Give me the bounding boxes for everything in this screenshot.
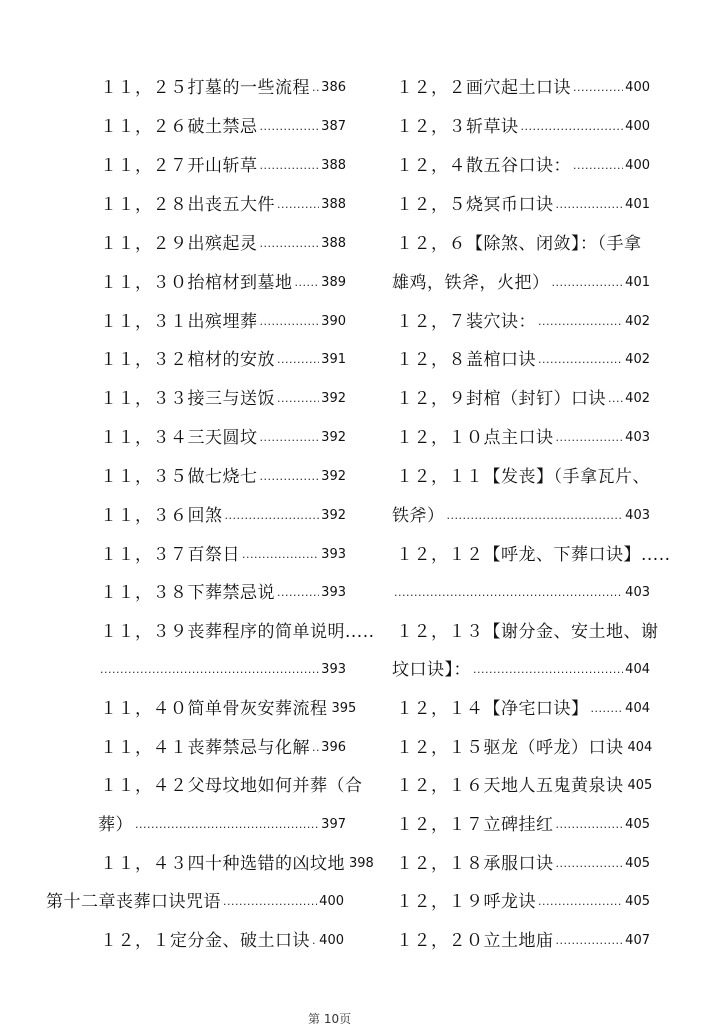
toc-entry-continuation[interactable]: [392, 659, 650, 681]
toc-entry-page: 402: [625, 314, 650, 329]
toc-entry-title: １２，１定分金、破土口诀: [100, 931, 310, 951]
toc-entry[interactable]: [100, 737, 346, 759]
toc-entry-title: １１，２９出殡起灵: [100, 234, 258, 254]
toc-entry[interactable]: [100, 544, 346, 566]
toc-entry-title: １２，２画穴起土口诀: [396, 78, 571, 98]
dot-leader: [447, 505, 624, 527]
dot-leader: [277, 388, 319, 410]
toc-entry-title: １２，２０立土地庙: [396, 931, 554, 951]
dot-leader: [225, 505, 320, 527]
toc-entry-title: １２，５烧冥币口诀: [396, 195, 554, 215]
toc-entry-title: １１，２８出丧五大件: [100, 195, 275, 215]
dot-leader: [538, 349, 623, 371]
toc-entry-title: 铁斧）: [392, 506, 445, 526]
toc-entry-title: 坟口诀】：: [392, 660, 471, 680]
toc-entry-title: 第十二章丧葬口诀咒语: [46, 892, 221, 912]
toc-entry-title: １２，３斩草诀: [396, 117, 519, 137]
dot-leader: [591, 698, 624, 720]
toc-entry-continuation[interactable]: [392, 582, 650, 604]
toc-entry-page: 402: [625, 352, 650, 367]
toc-entry-page: 393: [321, 662, 346, 677]
toc-entry[interactable]: [396, 427, 650, 449]
toc-entry-page: 404: [627, 740, 653, 755]
toc-entry-title: １１，２５打墓的一些流程: [100, 78, 310, 98]
toc-entry-title: １１，３０抬棺材到墓地: [100, 273, 293, 293]
toc-entry-title: １２，１８承服口诀: [396, 854, 554, 874]
toc-entry[interactable]: [100, 466, 346, 488]
toc-entry-page: 397: [321, 817, 346, 832]
toc-entry[interactable]: [100, 116, 346, 138]
dot-leader: [260, 466, 320, 488]
toc-entry-page: 388: [321, 158, 346, 173]
toc-entry-page: 389: [321, 275, 346, 290]
toc-entry[interactable]: [100, 155, 346, 177]
dot-leader: [473, 659, 623, 681]
toc-entry-title: １１，４０简单骨灰安葬流程: [100, 699, 328, 719]
toc-entry-title: １１，３７百祭日: [100, 545, 240, 565]
toc-entry[interactable]: [100, 272, 346, 294]
toc-entry-page: 391: [321, 352, 346, 367]
toc-entry-title: １２，４散五谷口诀：: [396, 156, 571, 176]
dot-leader: [556, 427, 624, 449]
toc-entry[interactable]: [100, 311, 346, 333]
toc-entry-title: １２，１２【呼龙、下葬口诀】.....: [396, 545, 671, 565]
toc-entry-page: 401: [625, 275, 650, 290]
toc-entry[interactable]: [396, 737, 653, 759]
toc-entry-page: 400: [625, 80, 650, 95]
dot-leader: [312, 737, 319, 759]
dot-leader: [556, 930, 624, 952]
toc-entry[interactable]: [396, 930, 650, 952]
toc-entry-title: １１，３５做七烧七: [100, 467, 258, 487]
toc-entry-title: １２，１４【净宅口诀】: [396, 699, 589, 719]
toc-entry[interactable]: [100, 194, 346, 216]
dot-leader: [277, 582, 319, 604]
dot-leader: [295, 272, 320, 294]
dot-leader: [521, 116, 624, 138]
toc-entry-page: 400: [625, 119, 650, 134]
toc-entry[interactable]: [396, 775, 653, 797]
toc-entry-continuation[interactable]: [98, 659, 346, 681]
toc-entry-page: 398: [349, 856, 374, 871]
toc-entry-page: 388: [321, 197, 346, 212]
toc-entry-continuation[interactable]: [98, 814, 346, 836]
toc-entry[interactable]: [100, 775, 363, 797]
toc-entry-page: 393: [321, 547, 346, 562]
toc-entry-page: 400: [625, 158, 650, 173]
toc-entry[interactable]: [396, 544, 671, 566]
toc-entry-page: 387: [321, 119, 346, 134]
toc-entry[interactable]: [100, 853, 374, 875]
dot-leader: [556, 814, 624, 836]
toc-entry-page: 407: [625, 933, 650, 948]
toc-entry-page: 396: [321, 740, 346, 755]
toc-entry[interactable]: [396, 116, 650, 138]
dot-leader: [100, 659, 319, 681]
dot-leader: [552, 272, 624, 294]
toc-entry[interactable]: [396, 155, 650, 177]
toc-entry-continuation[interactable]: [392, 272, 650, 294]
toc-entry[interactable]: [100, 427, 346, 449]
toc-entry-page: 402: [625, 391, 650, 406]
toc-entry[interactable]: [396, 466, 650, 488]
toc-entry-title: １１，３６回煞: [100, 506, 223, 526]
toc-entry[interactable]: [100, 505, 346, 527]
toc-entry[interactable]: [396, 621, 659, 643]
toc-entry[interactable]: [100, 77, 346, 99]
toc-entry-page: 400: [319, 933, 344, 948]
toc-entry-page: 405: [625, 817, 650, 832]
toc-entry-page: 405: [625, 856, 650, 871]
toc-entry-page: 404: [625, 662, 650, 677]
toc-entry-title: １１，４３四十种选错的凶坟地: [100, 854, 345, 874]
toc-entry-title: １２，６【除煞、闭敛】：（手拿: [396, 234, 642, 254]
toc-entry-title: １１，３９丧葬程序的简单说明.....: [100, 622, 375, 642]
toc-entry-title: １２，１９呼龙诀: [396, 892, 536, 912]
dot-leader: [608, 388, 623, 410]
toc-entry[interactable]: [100, 930, 344, 952]
dot-leader: [260, 155, 320, 177]
toc-entry[interactable]: [396, 388, 650, 410]
toc-entry-title: １２，８盖棺口诀: [396, 350, 536, 370]
toc-entry-page: 395: [331, 701, 357, 716]
toc-entry[interactable]: [100, 349, 346, 371]
dot-leader: [556, 194, 624, 216]
toc-entry-page: 403: [625, 585, 650, 600]
toc-entry-title: １１，４１丧葬禁忌与化解: [100, 738, 310, 758]
toc-entry-page: 404: [625, 701, 650, 716]
dot-leader: [538, 891, 623, 913]
toc-entry[interactable]: [100, 582, 346, 604]
toc-entry-page: 405: [625, 894, 650, 909]
toc-entry-title: １２，１０点主口诀: [396, 428, 554, 448]
toc-entry-page: 392: [321, 469, 346, 484]
toc-entry-page: 403: [625, 430, 650, 445]
toc-entry-page: 400: [319, 894, 344, 909]
toc-chapter-entry[interactable]: [46, 891, 344, 913]
toc-entry-title: １１，２７开山斩草: [100, 156, 258, 176]
toc-entry[interactable]: [396, 853, 650, 875]
toc-entry[interactable]: [100, 233, 346, 255]
dot-leader: [394, 582, 623, 604]
dot-leader: [312, 930, 317, 952]
toc-entry-title: １２，９封棺（封钉）口诀: [396, 389, 606, 409]
toc-entry[interactable]: [396, 349, 650, 371]
toc-entry-title: １１，３２棺材的安放: [100, 350, 275, 370]
toc-entry-title: １２，１７立碑挂红: [396, 815, 554, 835]
dot-leader: [573, 77, 623, 99]
toc-entry-title: １２，１５驱龙（呼龙）口诀: [396, 738, 624, 758]
toc-entry-title: １２，１１【发丧】（手拿瓦片、: [396, 467, 650, 487]
toc-entry[interactable]: [396, 311, 650, 333]
dot-leader: [260, 427, 320, 449]
toc-entry[interactable]: [396, 77, 650, 99]
toc-entry[interactable]: [396, 698, 650, 720]
toc-entry-title: １２，７装穴诀：: [396, 312, 536, 332]
toc-entry[interactable]: [100, 621, 375, 643]
toc-entry-title: 葬）: [98, 815, 133, 835]
toc-entry-title: １１，４２父母坟地如何并葬（合: [100, 776, 363, 796]
toc-entry-page: 392: [321, 430, 346, 445]
toc-entry-title: １１，３４三天圆坟: [100, 428, 258, 448]
toc-entry-title: １２，１６天地人五鬼黄泉诀: [396, 776, 624, 796]
toc-entry-page: 393: [321, 585, 346, 600]
dot-leader: [223, 891, 317, 913]
dot-leader: [573, 155, 623, 177]
dot-leader: [260, 233, 320, 255]
toc-entry-title: １１，３３接三与送饭: [100, 389, 275, 409]
toc-entry[interactable]: [396, 194, 650, 216]
dot-leader: [556, 853, 624, 875]
dot-leader: [242, 544, 319, 566]
dot-leader: [277, 194, 319, 216]
page-footer: 第 10页: [308, 1012, 352, 1024]
dot-leader: [277, 349, 319, 371]
toc-entry[interactable]: [396, 233, 650, 255]
toc-entry[interactable]: [100, 388, 346, 410]
toc-entry-page: 392: [321, 508, 346, 523]
toc-entry-page: 401: [625, 197, 650, 212]
toc-entry-title: １２，１３【谢分金、安土地、谢: [396, 622, 659, 642]
toc-entry-title: １１，２６破土禁忌: [100, 117, 258, 137]
toc-entry-continuation[interactable]: [392, 505, 650, 527]
toc-entry-title: １１，３８下葬禁忌说: [100, 583, 275, 603]
toc-entry-page: 403: [625, 508, 650, 523]
toc-entry-title: １１，３１出殡埋葬: [100, 312, 258, 332]
toc-entry[interactable]: [100, 698, 357, 720]
dot-leader: [260, 311, 320, 333]
toc-entry-title: 雄鸡，铁斧，火把）: [392, 273, 550, 293]
toc-entry[interactable]: [396, 891, 650, 913]
dot-leader: [312, 77, 319, 99]
toc-entry-page: 386: [321, 80, 346, 95]
dot-leader: [260, 116, 320, 138]
toc-entry-page: 388: [321, 236, 346, 251]
toc-entry-page: 390: [321, 314, 346, 329]
dot-leader: [135, 814, 319, 836]
dot-leader: [538, 311, 623, 333]
toc-entry[interactable]: [396, 814, 650, 836]
toc-entry-page: 405: [627, 778, 653, 793]
toc-entry-page: 392: [321, 391, 346, 406]
